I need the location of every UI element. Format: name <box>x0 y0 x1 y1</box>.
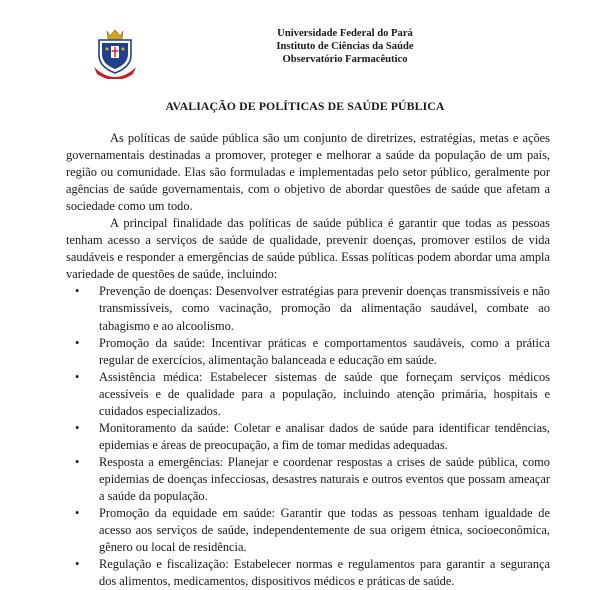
university-crest-logo <box>92 27 138 79</box>
bullet-icon: • <box>75 454 80 469</box>
bullet-icon: • <box>75 284 80 299</box>
bullet-icon: • <box>75 369 80 384</box>
list-item <box>66 369 550 420</box>
list-item <box>66 420 550 454</box>
list-item-text: Monitoramento da saúde: Coletar e analisar dados de saúde para identificar tendências, epidemias e áreas de preocupação, a fim de tomar medidas adequadas. <box>99 420 550 452</box>
list-item-text: Prevenção de doenças: Desenvolver estratégias para prevenir doenças transmissíveis e não transmissíveis, como vacinação, promoção da alimentação saudável, combate ao tabagismo e ao alcoolismo. <box>99 284 550 333</box>
bullet-icon: • <box>75 557 80 572</box>
paragraph: As políticas de saúde pública são um conjunto de diretrizes, estratégias, metas e ações governamentais destinadas a promover, proteger e melhorar a saúde da população de um país, região ou comunidade. Elas são formuladas e implementadas pelo setor público, geralmente por agências de saúde governamentais, com o objetivo de abordar questões de saúde que afetam a sociedade como um todo. <box>66 131 550 214</box>
observatory-name: Observatório Farmacêutico <box>282 54 408 65</box>
list-item <box>66 283 550 334</box>
institute-name: Instituto de Ciências da Saúde <box>276 41 414 52</box>
bullet-icon: • <box>75 335 80 350</box>
list-item <box>66 556 550 590</box>
list-item <box>66 454 550 505</box>
list-item-text: Regulação e fiscalização: Estabelecer normas e regulamentos para garantir a segurança dos alimentos, medicamentos, dispositivos médicos e práticas de saúde. <box>99 557 550 589</box>
bullet-icon: • <box>75 506 80 521</box>
list-item-text: Promoção da equidade em saúde: Garantir que todas as pessoas tenham igualdade de acesso aos serviços de saúde, independentemente de sua origem étnica, socioeconômica, gênero ou local de residência. <box>99 506 550 555</box>
list-item-text: Assistência médica: Estabelecer sistemas de saúde que forneçam serviços médicos acessíveis e de qualidade para a população, incluindo atenção primária, hospitais e cuidados especializados. <box>99 369 550 418</box>
document-title: AVALIAÇÃO DE POLÍTICAS DE SAÚDE PÚBLICA <box>165 99 445 113</box>
institution-header <box>175 27 515 66</box>
paragraph: A principal finalidade das políticas de saúde pública é garantir que todas as pessoas tenham acesso a serviços de saúde de qualidade, prevenir doenças, promover estilos de vida saudáveis e responder a emergências de saúde pública. Essas políticas podem abordar uma ampla variedade de questões de saúde, incluindo: <box>66 216 550 282</box>
list-item-text: Promoção da saúde: Incentivar práticas e comportamentos saudáveis, como a prática regular de exercícios, alimentação balanceada e educação em saúde. <box>99 335 550 367</box>
university-name: Universidade Federal do Pará <box>277 28 413 39</box>
health-policy-list <box>66 283 550 590</box>
list-item <box>66 335 550 369</box>
document-body <box>66 130 550 590</box>
bullet-icon: • <box>75 420 80 435</box>
list-item <box>66 505 550 556</box>
list-item-text: Resposta a emergências: Planejar e coordenar respostas a crises de saúde pública, como epidemias de doenças infecciosas, desastres naturais e outros eventos que possam ameaçar a saúde da população. <box>99 454 550 503</box>
